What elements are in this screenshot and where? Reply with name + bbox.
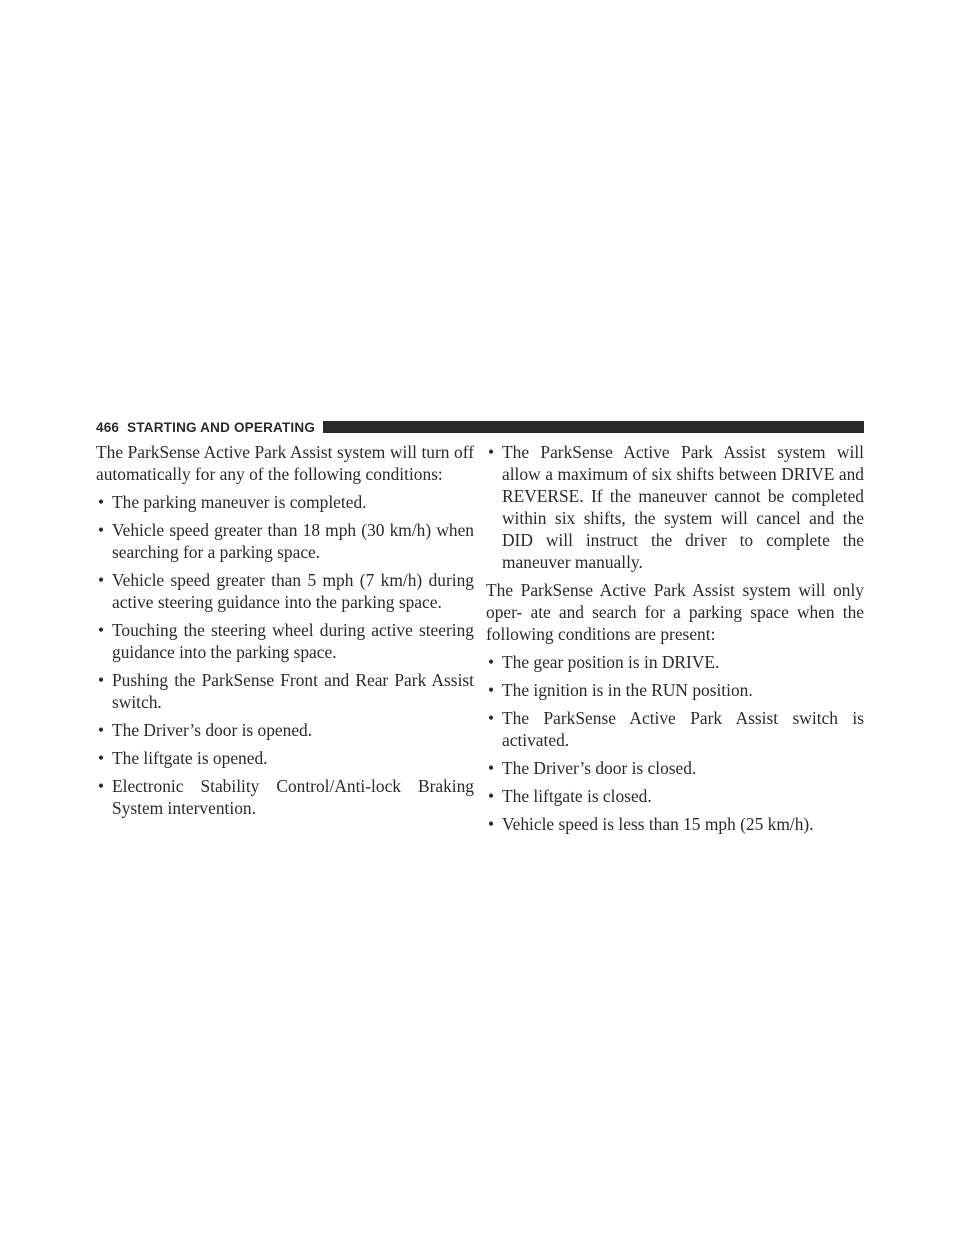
list-item: • The liftgate is opened. [98, 748, 268, 768]
list-item: • Pushing the ParkSense Front and Rear Park Assist switch. [98, 670, 474, 712]
page-number: 466 [96, 419, 120, 435]
bullet-icon: • [98, 670, 105, 690]
bullet-icon: • [98, 620, 105, 640]
operate-conditions-list [486, 651, 864, 835]
bullet-icon: • [488, 814, 495, 834]
list-item: • The parking maneuver is completed. [98, 492, 367, 512]
bullet-icon: • [488, 652, 495, 672]
list-item: • The Driver’s door is opened. [98, 720, 313, 740]
list-item: • The gear position is in DRIVE. [488, 652, 720, 672]
shift-limit-list [486, 441, 864, 573]
list-item: • The ParkSense Active Park Assist switch is activated. [488, 708, 864, 750]
list-item: • The ignition is in the RUN position. [488, 680, 753, 700]
list-item: • Vehicle speed is less than 15 mph (25 km/h). [488, 814, 814, 834]
section-title: STARTING AND OPERATING [127, 419, 316, 435]
bullet-icon: • [98, 776, 105, 796]
turn-off-conditions-list [96, 491, 474, 819]
left-column [96, 441, 474, 825]
header-rule [323, 421, 864, 433]
bullet-icon: • [98, 520, 105, 540]
list-item: • Touching the steering wheel during active steering guidance into the parking space. [98, 620, 474, 662]
operate-conditions-intro: The ParkSense Active Park Assist system will only oper- ate and search for a parking space when the following conditions are present: [486, 580, 864, 644]
page-header [96, 420, 864, 434]
bullet-icon: • [98, 720, 105, 740]
list-item: • Electronic Stability Control/Anti-lock Braking System intervention. [98, 776, 474, 818]
bullet-icon: • [98, 570, 105, 590]
bullet-icon: • [488, 786, 495, 806]
bullet-icon: • [488, 758, 495, 778]
list-item: • The ParkSense Active Park Assist system will allow a maximum of six shifts between DRIVE and REVERSE. If the maneuver cannot be completed within six shifts, the system will cancel and the DID will instruct the driver to complete the maneuver manually. [488, 442, 864, 572]
bullet-icon: • [98, 748, 105, 768]
list-item: • The Driver’s door is closed. [488, 758, 697, 778]
bullet-icon: • [488, 442, 495, 462]
bullet-icon: • [98, 492, 105, 512]
right-column [486, 441, 864, 841]
list-item: • Vehicle speed greater than 5 mph (7 km/h) during active steering guidance into the parking space. [98, 570, 474, 612]
list-item: • Vehicle speed greater than 18 mph (30 km/h) when searching for a parking space. [98, 520, 474, 562]
bullet-icon: • [488, 680, 495, 700]
list-item: • The liftgate is closed. [488, 786, 652, 806]
bullet-icon: • [488, 708, 495, 728]
turn-off-intro: The ParkSense Active Park Assist system will turn off automatically for any of the following conditions: [96, 442, 474, 484]
